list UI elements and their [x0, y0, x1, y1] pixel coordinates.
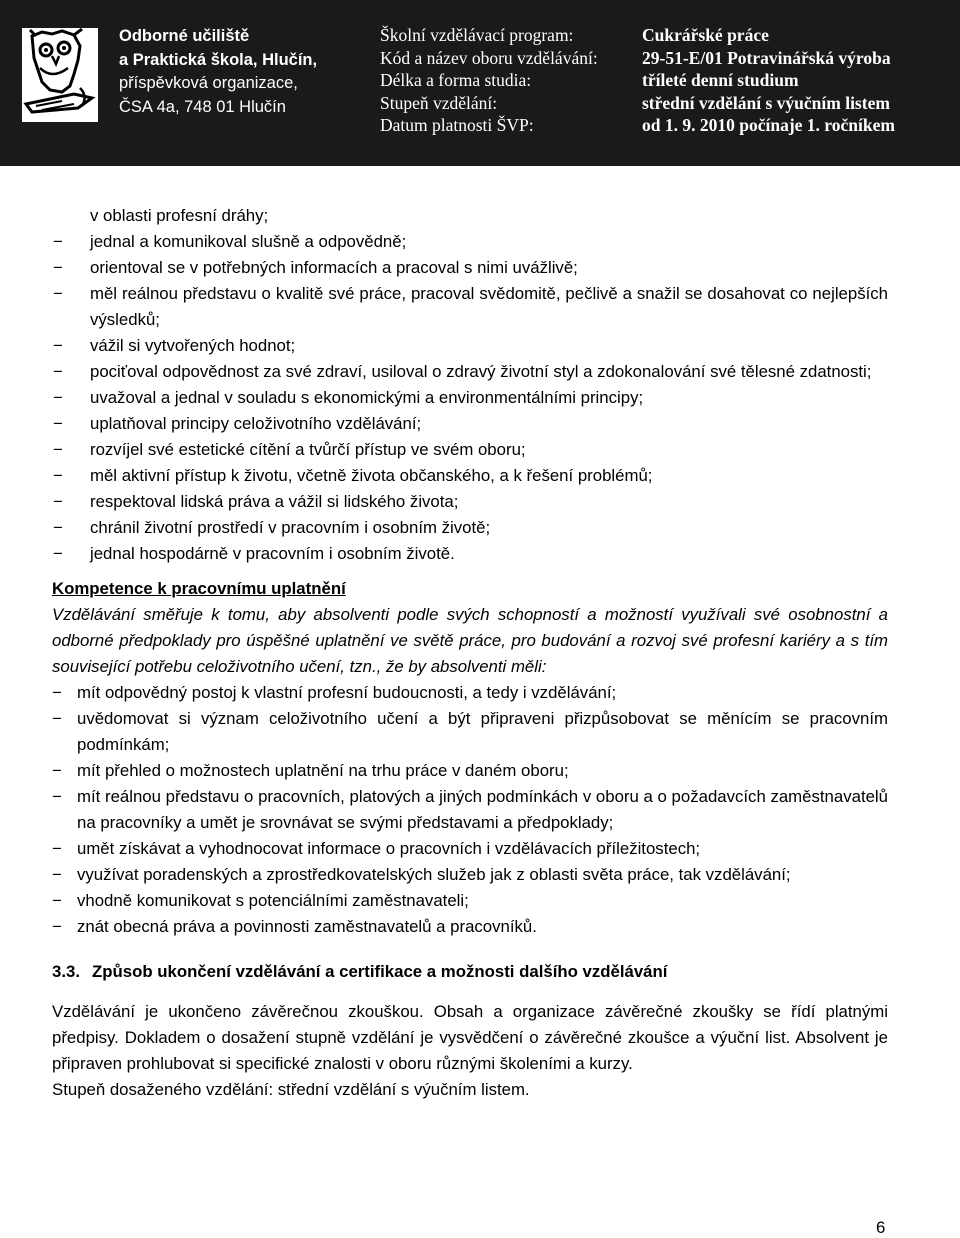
list-item: − uplatňoval principy celoživotního vzdělávání; [90, 411, 888, 437]
list-item: − měl reálnou představu o kvalitě své práce, pracoval svědomitě, pečlivě a snažil se dosahovat co nejlepších výsledků; [90, 281, 888, 333]
list-item: − uvažoval a jednal v souladu s ekonomickými a environmentálními principy; [90, 385, 888, 411]
list-item: − mít odpovědný postoj k vlastní profesní budoucnosti, a tedy i vzdělávání; [77, 680, 888, 706]
info-value: od 1. 9. 2010 počínaje 1. ročníkem [642, 115, 895, 135]
school-name [119, 25, 354, 119]
school-name-line: Odborné učiliště [119, 27, 250, 45]
info-value: střední vzdělání s výučním listem [642, 92, 890, 113]
list-item: − vážil si vytvořených hodnot; [90, 333, 888, 359]
list-item: − mít přehled o možnostech uplatnění na trhu práce v daném oboru; [77, 758, 888, 784]
paragraph: Stupeň dosaženého vzdělání: střední vzdělání s výučním listem. [52, 1080, 530, 1099]
list-item: − uvědomovat si význam celoživotního učení a být připraveni přizpůsobovat se měnícím se pracovním podmínkám; [77, 706, 888, 758]
competence-list [52, 680, 888, 940]
page-number: 6 [876, 1218, 886, 1237]
info-value: Cukrářské práce [642, 25, 769, 45]
school-name-line: a Praktická škola, Hlučín, [119, 50, 318, 69]
attitude-list [52, 229, 888, 567]
owl-logo-icon [22, 28, 98, 122]
info-label: Kód a název oboru vzdělávání: [380, 47, 598, 68]
list-item: − jednal hospodárně v pracovním i osobním životě. [90, 541, 888, 567]
paragraph: v oblasti profesní dráhy; [90, 206, 269, 225]
info-label: Stupeň vzdělání: [380, 92, 498, 113]
section-title-text: Způsob ukončení vzdělávání a certifikace a možnosti dalšího vzdělávání [92, 962, 668, 981]
list-item: − mít reálnou představu o pracovních, platových a jiných podmínkách v oboru a o požadavcích zaměstnavatelů na pracovníky a umět je srovnávat se svými představami a předpoklady; [77, 784, 888, 836]
list-item: − využívat poradenských a zprostředkovatelských služeb jak z oblasti světa práce, tak vzdělávání; [77, 862, 888, 888]
list-item: − pociťoval odpovědnost za své zdraví, usiloval o zdravý životní styl a zdokonalování své tělesné zdatnosti; [90, 359, 888, 385]
list-item: − orientoval se v potřebných informacích a pracoval s nimi uvážlivě; [90, 255, 888, 281]
document-body [52, 203, 888, 1103]
section-intro: Vzdělávání směřuje k tomu, aby absolventi podle svých schopností a možností využívali své osobnostní a odborné předpoklady pro úspěšné uplatnění ve světě práce, pro budování a rozvoj své profesní kariéry a s tím související potřebu celoživotního učení, tzn., že by absolventi měli: [52, 605, 888, 676]
list-item: − umět získávat a vyhodnocovat informace o pracovních i vzdělávacích příležitostech; [77, 836, 888, 862]
list-item: − měl aktivní přístup k životu, včetně života občanského, a k řešení problémů; [90, 463, 888, 489]
list-item: − znát obecná práva a povinnosti zaměstnavatelů a pracovníků. [77, 914, 888, 940]
section-title [52, 959, 888, 985]
list-item: − vhodně komunikovat s potenciálními zaměstnavateli; [77, 888, 888, 914]
info-value: 29-51-E/01 Potravinářská výroba [642, 47, 891, 68]
section-number: 3.3. [52, 962, 80, 981]
info-label: Datum platnosti ŠVP: [380, 115, 534, 135]
school-name-line: příspěvková organizace, [119, 74, 298, 92]
list-item: − jednal a komunikoval slušně a odpovědně; [90, 229, 888, 255]
info-label: Školní vzdělávací program: [380, 25, 574, 45]
school-address: ČSA 4a, 748 01 Hlučín [119, 97, 286, 116]
info-value: tříleté denní studium [642, 70, 799, 90]
paragraph: Vzdělávání je ukončeno závěrečnou zkouškou. Obsah a organizace závěrečné zkoušky se řídí platnými předpisy. Dokladem o dosažení stupně vzdělání je vysvědčení o závěrečné zkoušce a výuční list. Absolvent je připraven prohlubovat si specifické znalosti v oboru různými školeními a kurzy. [52, 1002, 888, 1073]
list-item: − rozvíjel své estetické cítění a tvůrčí přístup ve svém oboru; [90, 437, 888, 463]
section-heading: Kompetence k pracovnímu uplatnění [52, 579, 346, 598]
document-header [0, 0, 960, 166]
list-item: − respektoval lidská práva a vážil si lidského života; [90, 489, 888, 515]
info-label: Délka a forma studia: [380, 70, 532, 90]
list-item: − chránil životní prostředí v pracovním i osobním životě; [90, 515, 888, 541]
